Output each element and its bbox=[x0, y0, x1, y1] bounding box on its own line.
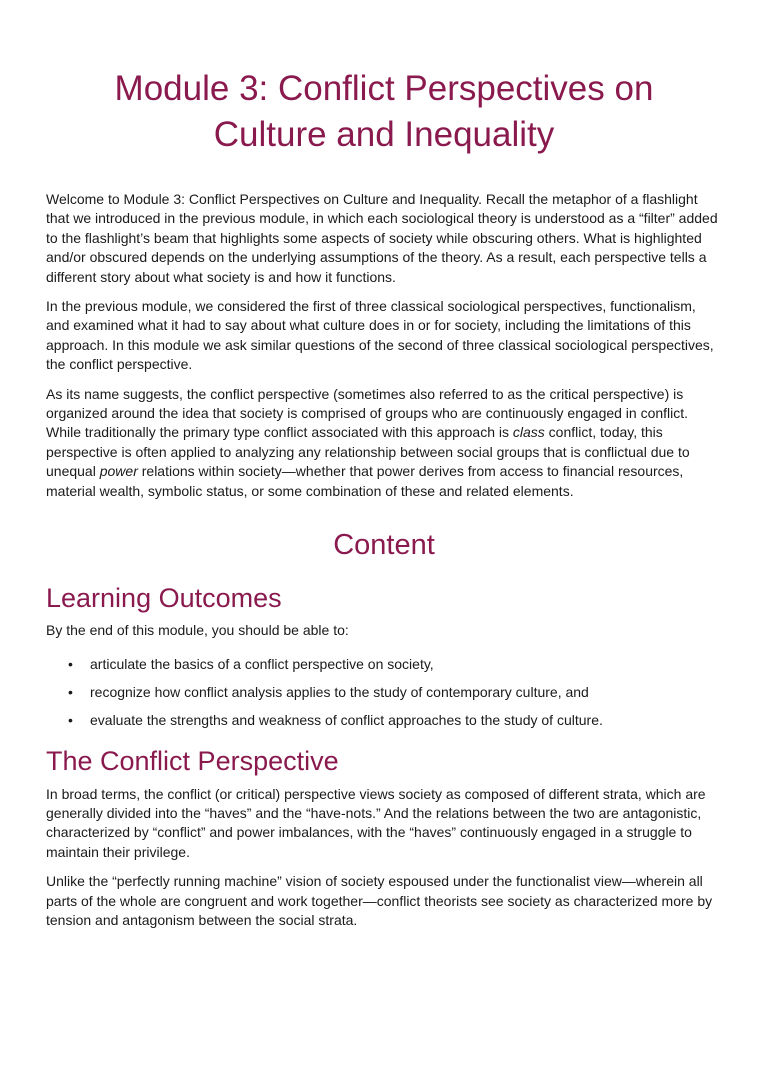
list-item-text: articulate the basics of a conflict perspective on society, bbox=[90, 655, 434, 672]
bullet-icon: • bbox=[68, 655, 73, 672]
bullet-icon: • bbox=[68, 683, 73, 700]
learning-outcomes-heading: Learning Outcomes bbox=[46, 583, 282, 614]
bullet-icon: • bbox=[68, 711, 73, 728]
content-heading: Content bbox=[333, 529, 435, 562]
conflict-perspective-paragraph-1: In broad terms, the conflict (or critical) perspective views society as composed of different strata, which are generally divided into the “haves” and the “have-nots.” And the relations between the two are antagonistic, characterized by “conflict” and power imbalances, with the “haves” continuously engaged in a struggle to maintain their privilege. bbox=[46, 785, 706, 860]
emphasis-power: power bbox=[99, 463, 138, 480]
intro-paragraph-3 bbox=[46, 385, 722, 501]
conflict-perspective-paragraph-2: Unlike the “perfectly running machine” vision of society espoused under the functionalist view—wherein all parts of the whole are congruent and work together—conflict theorists see society as characterized more by tension and antagonism between the social strata. bbox=[46, 873, 713, 928]
intro-paragraph-3-part-b: conflict, today, this perspective is often applied to analyzing any relationship between social groups that is conflictual due to unequal bbox=[46, 424, 690, 480]
emphasis-class: class bbox=[512, 424, 545, 441]
list-item bbox=[46, 711, 722, 730]
intro-paragraph-1: Welcome to Module 3: Conflict Perspectives on Culture and Inequality. Recall the metaphor of a flashlight that we introduced in the previous module, in which each sociological theory is understood as a “filter” added to the flashlight’s beam that highlights some aspects of society while obscuring others. What is highlighted and/or obscured depends on the underlying assumptions of the theory. As a result, each perspective tells a different story about what society is and how it functions. bbox=[46, 191, 718, 285]
intro-paragraph-2: In the previous module, we considered the first of three classical sociological perspectives, functionalism, and examined what it had to say about what culture does in or for society, including the limitations of this approach. In this module we ask similar questions of the second of three classical sociological perspectives, the conflict perspective. bbox=[46, 298, 714, 373]
page-title bbox=[46, 66, 722, 158]
intro-paragraph-3-part-c: relations within society—whether that power derives from access to financial resources, material wealth, symbolic status, or some combination of these and related elements. bbox=[46, 463, 684, 499]
page-title-line-2: Culture and Inequality bbox=[213, 115, 555, 154]
list-item-text: recognize how conflict analysis applies to the study of contemporary culture, and bbox=[90, 683, 589, 700]
intro-paragraph-3-part-a: As its name suggests, the conflict perspective (sometimes also referred to as the critical perspective) is organized around the idea that society is comprised of groups who are continuously engaged in conflict. While traditionally the primary type conflict associated with this approach is bbox=[46, 385, 689, 441]
list-item bbox=[46, 655, 722, 674]
list-item bbox=[46, 683, 722, 702]
page-title-line-1: Module 3: Conflict Perspectives on bbox=[114, 69, 654, 108]
learning-outcomes-intro: By the end of this module, you should be able to: bbox=[46, 622, 349, 639]
list-item-text: evaluate the strengths and weakness of conflict approaches to the study of culture. bbox=[90, 711, 603, 728]
learning-outcomes-list bbox=[46, 655, 722, 730]
conflict-perspective-heading: The Conflict Perspective bbox=[46, 745, 339, 776]
document-page bbox=[0, 66, 768, 1090]
